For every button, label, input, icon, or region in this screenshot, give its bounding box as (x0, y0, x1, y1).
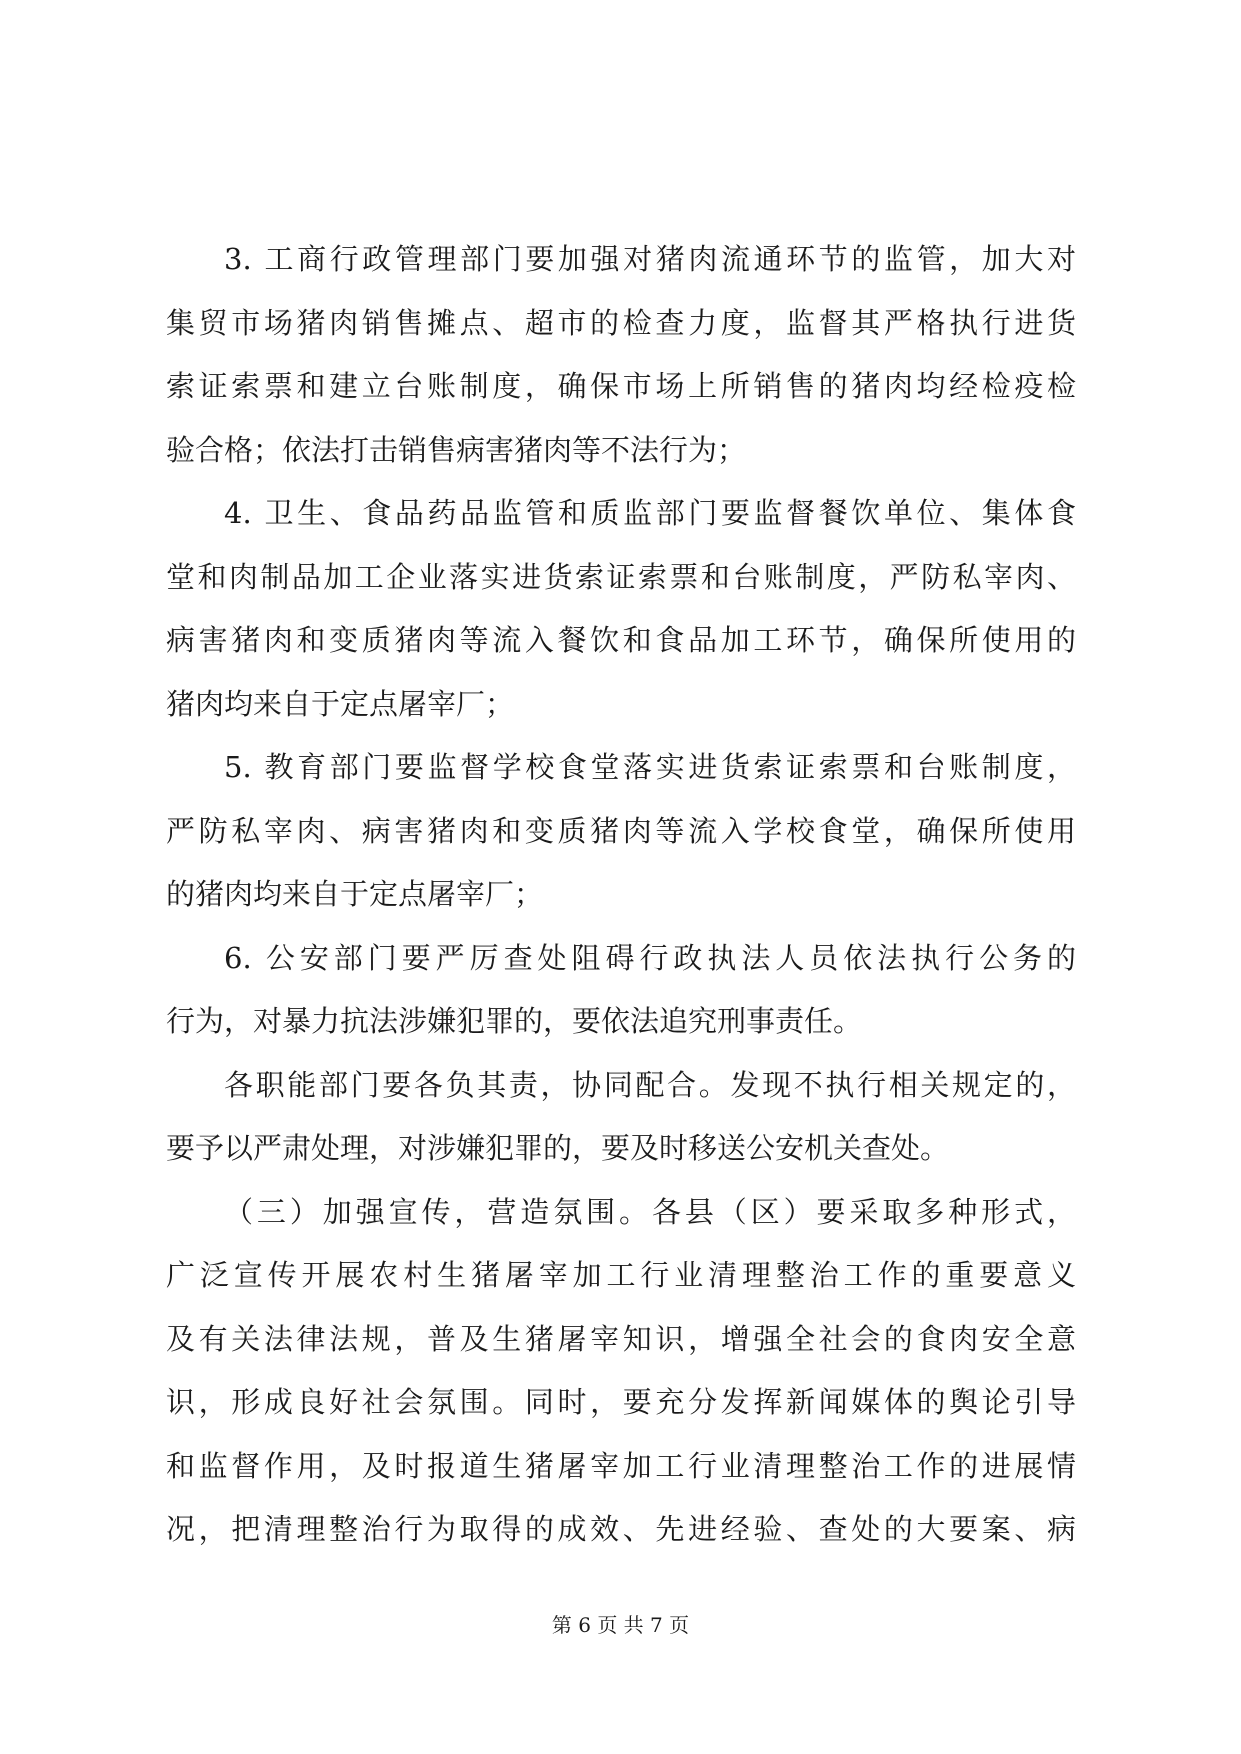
text-line: 集贸市场猪肉销售摊点、超市的检查力度，监督其严格执行进货 (166, 305, 1076, 340)
text-line: 猪肉均来自于定点屠宰厂； (166, 686, 515, 721)
text-line: 行为，对暴力抗法涉嫌犯罪的，要依法追究刑事责任。 (166, 1004, 863, 1038)
text-line: 要予以严肃处理，对涉嫌犯罪的，要及时移送公安机关查处。 (166, 1131, 950, 1165)
text-line: 5. 教育部门要监督学校食堂落实进货索证索票和台账制度， (224, 750, 1076, 784)
text-line: 况，把清理整治行为取得的成效、先进经验、查处的大要案、病 (166, 1512, 1076, 1546)
text-line: 验合格；依法打击销售病害猪肉等不法行为； (166, 432, 747, 467)
text-line: 和监督作用，及时报道生猪屠宰加工行业清理整治工作的进展情 (166, 1448, 1076, 1483)
text-line: 索证索票和建立台账制度，确保市场上所销售的猪肉均经检疫检 (166, 369, 1076, 403)
text-line: 及有关法律法规，普及生猪屠宰知识，增强全社会的食肉安全意 (166, 1321, 1076, 1356)
text-line: 4. 卫生、食品药品监管和质监部门要监督餐饮单位、集体食 (224, 496, 1076, 530)
page-footer: 第 6 页 共 7 页 (551, 1613, 690, 1637)
text-line: 的猪肉均来自于定点屠宰厂； (166, 877, 544, 911)
text-line: 堂和肉制品加工企业落实进货索证索票和台账制度，严防私宰肉、 (166, 559, 1076, 594)
text-line: 严防私宰肉、病害猪肉和变质猪肉等流入学校食堂，确保所使用 (166, 813, 1076, 848)
text-line: 各职能部门要各负其责，协同配合。发现不执行相关规定的， (224, 1067, 1076, 1102)
text-line: （三）加强宣传，营造氛围。各县（区）要采取多种形式， (224, 1194, 1076, 1229)
text-line: 病害猪肉和变质猪肉等流入餐饮和食品加工环节，确保所使用的 (166, 623, 1076, 657)
text-line: 3. 工商行政管理部门要加强对猪肉流通环节的监管，加大对 (224, 242, 1076, 276)
text-line: 识，形成良好社会氛围。同时，要充分发挥新闻媒体的舆论引导 (166, 1385, 1076, 1419)
text-line: 6. 公安部门要严厉查处阻碍行政执法人员依法执行公务的 (224, 940, 1076, 975)
text-line: 广泛宣传开展农村生猪屠宰加工行业清理整治工作的重要意义 (166, 1258, 1076, 1292)
body-text (166, 228, 1076, 1562)
